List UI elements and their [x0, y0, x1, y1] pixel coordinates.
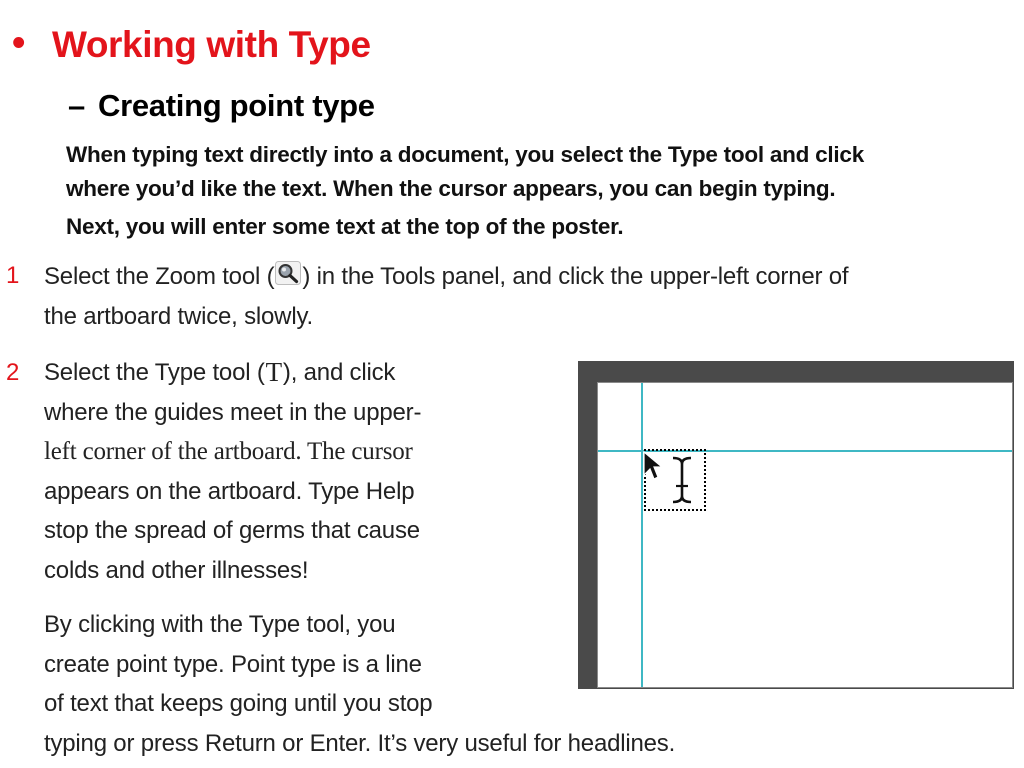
artboard-figure	[578, 361, 1014, 689]
step-text-fragment: Select the Zoom tool (	[44, 263, 275, 290]
note-line: By clicking with the Type tool, you	[44, 611, 396, 638]
intro-line: Next, you will enter some text at the top of the poster.	[66, 214, 624, 239]
step-line	[44, 353, 421, 393]
intro-paragraph	[66, 138, 1016, 244]
zoom-icon	[275, 258, 301, 298]
subtitle-dash: –	[68, 88, 86, 123]
step-1-text	[44, 257, 848, 337]
step-line: where the guides meet in the upper-	[44, 398, 422, 426]
step-line: stop the spread of germs that cause	[44, 517, 420, 544]
note-line: create point type. Point type is a line	[44, 650, 422, 678]
step-text-fragment: Select the Type tool (	[44, 359, 265, 386]
step-text-fragment: ), and click	[282, 359, 396, 386]
step-text-fragment: ) in the Tools panel, and click the upper-left corner of	[302, 263, 849, 290]
step-line	[44, 257, 848, 297]
title-bullet: •	[12, 22, 26, 64]
note-line: typing or press Return or Enter. It’s very useful for headlines.	[44, 729, 676, 757]
step-line: left corner of the artboard. The cursor	[44, 438, 413, 465]
vertical-guide	[641, 383, 643, 687]
type-tool-icon: T	[265, 357, 282, 387]
step-line: appears on the artboard. Type Help	[44, 477, 415, 505]
arrow-cursor-icon	[643, 451, 665, 486]
artboard-canvas	[597, 382, 1013, 688]
intro-line: where you’d like the text. When the cursor appears, you can begin typing.	[66, 176, 836, 201]
step-line: the artboard twice, slowly.	[44, 303, 313, 331]
step-number: 1	[6, 262, 20, 289]
slide-subtitle: Creating point type	[98, 88, 375, 123]
step-number: 2	[6, 359, 20, 386]
slide-title: Working with Type	[52, 24, 371, 65]
note-line: of text that keeps going until you stop	[44, 690, 433, 717]
intro-line: When typing text directly into a document, you select the Type tool and click	[66, 142, 864, 167]
ibeam-cursor-icon	[670, 456, 694, 509]
step-2-text	[44, 353, 421, 590]
step-line: colds and other illnesses!	[44, 556, 309, 584]
